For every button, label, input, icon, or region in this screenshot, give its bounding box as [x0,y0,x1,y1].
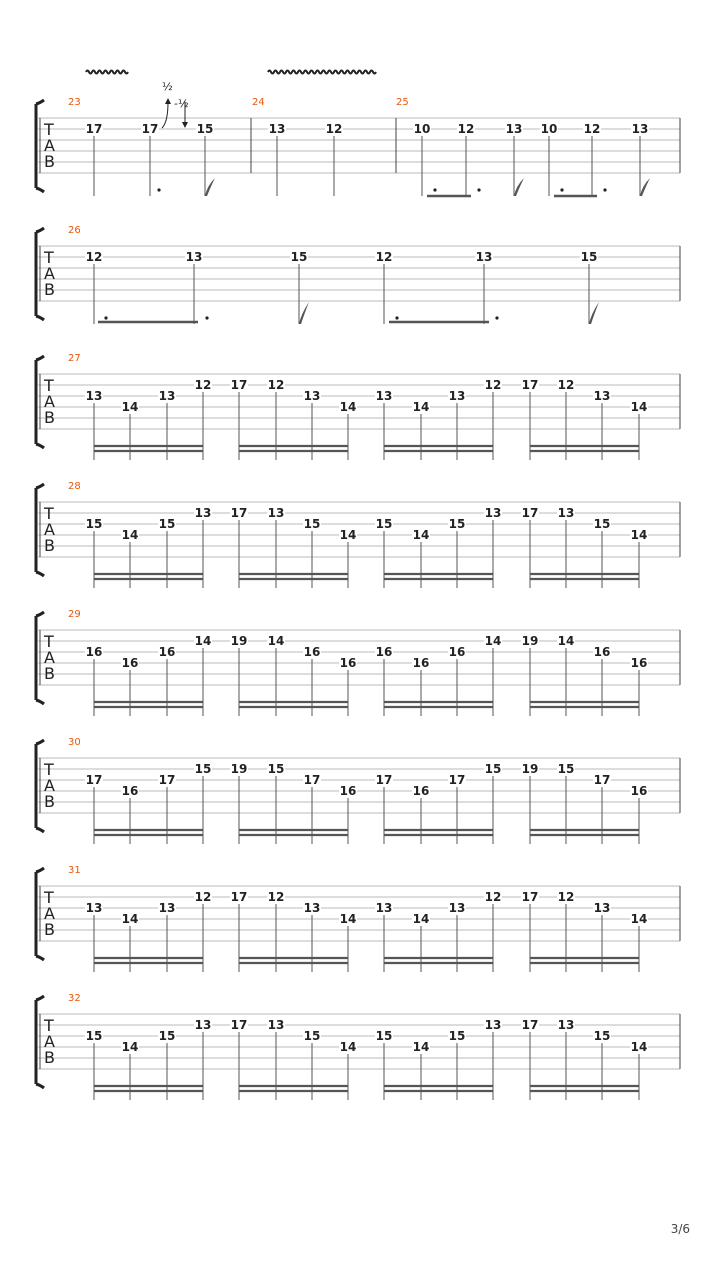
tab-clef-letter: B [44,408,55,427]
fret-number: 13 [505,122,523,136]
fret-number: 13 [185,250,203,264]
fret-number: 14 [630,1040,648,1054]
tab-system-5 [36,609,680,716]
fret-number: 14 [121,528,139,542]
fret-number: 14 [412,1040,430,1054]
fret-number: 13 [194,1018,212,1032]
fret-number: 14 [630,528,648,542]
fret-number: 12 [267,890,285,904]
page-number: 3/6 [670,1222,690,1236]
fret-number: 13 [194,506,212,520]
tab-clef-letter: T [44,1016,54,1035]
fret-number: 17 [230,1018,248,1032]
note-flag [205,178,215,196]
tab-system-6 [36,737,680,844]
fret-number: 14 [339,1040,357,1054]
fret-number: 15 [85,517,103,531]
tab-system-1 [36,97,680,196]
fret-number: 12 [85,250,103,264]
fret-number: 13 [631,122,649,136]
bend-arrowhead [165,98,171,104]
fret-number: 17 [230,506,248,520]
fret-number: 16 [85,645,103,659]
release-arrowhead [182,122,188,128]
tab-clef-letter: A [44,136,55,155]
fret-number: 13 [85,901,103,915]
tab-clef-letter: T [44,376,54,395]
fret-number: 15 [375,517,393,531]
tab-clef-letter: A [44,1032,55,1051]
rhythm-dot [157,188,160,191]
fret-number: 13 [267,506,285,520]
measure-number: 25 [396,97,409,108]
fret-number: 14 [630,912,648,926]
fret-number: 17 [375,773,393,787]
fret-number: 17 [593,773,611,787]
fret-number: 19 [521,634,539,648]
fret-number: 17 [521,378,539,392]
tab-system-7 [36,865,680,972]
tab-clef-letter: B [44,536,55,555]
measure-number: 27 [68,353,81,364]
fret-number: 14 [121,400,139,414]
fret-number: 12 [583,122,601,136]
fret-number: 10 [413,122,431,136]
fret-number: 16 [303,645,321,659]
fret-number: 16 [593,645,611,659]
fret-number: 16 [630,656,648,670]
fret-number: 14 [339,528,357,542]
tab-clef-letter: A [44,520,55,539]
fret-number: 13 [267,1018,285,1032]
fret-number: 13 [475,250,493,264]
fret-number: 16 [412,656,430,670]
fret-number: 14 [121,912,139,926]
fret-number: 16 [339,784,357,798]
tab-clef-letter: B [44,1048,55,1067]
fret-number: 12 [484,890,502,904]
fret-number: 13 [268,122,286,136]
bend-curve [162,102,168,128]
tab-clef-letter: B [44,792,55,811]
tab-clef-letter: B [44,280,55,299]
fret-number: 15 [303,1029,321,1043]
fret-number: 17 [230,378,248,392]
fret-number: 13 [303,389,321,403]
fret-number: 15 [267,762,285,776]
tab-clef-letter: T [44,248,54,267]
fret-number: 14 [194,634,212,648]
fret-number: 17 [230,890,248,904]
fret-number: 16 [412,784,430,798]
measure-number: 24 [252,97,265,108]
fret-number: 14 [121,1040,139,1054]
fret-number: 13 [158,389,176,403]
tab-clef-letter: B [44,920,55,939]
rhythm-dot [560,188,563,191]
tab-clef-letter: A [44,392,55,411]
fret-number: 17 [85,122,103,136]
rhythm-dot [495,316,498,319]
fret-number: 15 [448,1029,466,1043]
fret-number: 17 [141,122,159,136]
fret-number: 15 [158,1029,176,1043]
fret-number: 15 [580,250,598,264]
vibrato-mark [86,71,128,74]
fret-number: 19 [230,634,248,648]
fret-number: 15 [593,517,611,531]
tab-clef-letter: A [44,648,55,667]
fret-number: 13 [303,901,321,915]
fret-number: 12 [194,890,212,904]
tab-clef-letter: A [44,904,55,923]
fret-number: 16 [121,784,139,798]
measure-number: 23 [68,97,81,108]
fret-number: 13 [158,901,176,915]
fret-number: 12 [325,122,343,136]
fret-number: 17 [85,773,103,787]
rhythm-dot [477,188,480,191]
tab-clef-letter: A [44,264,55,283]
fret-number: 12 [557,890,575,904]
fret-number: 15 [557,762,575,776]
fret-number: 12 [267,378,285,392]
tab-clef-letter: T [44,760,54,779]
fret-number: 17 [158,773,176,787]
fret-number: 17 [521,506,539,520]
tab-system-2 [36,225,680,324]
fret-number: 14 [630,400,648,414]
fret-number: 17 [303,773,321,787]
fret-number: 16 [375,645,393,659]
measure-number: 31 [68,865,81,876]
fret-number: 15 [375,1029,393,1043]
fret-number: 12 [375,250,393,264]
fret-number: 13 [375,901,393,915]
fret-number: 14 [412,528,430,542]
note-flag [514,178,524,196]
note-flag [589,302,599,324]
vibrato-mark [268,71,376,74]
fret-number: 19 [521,762,539,776]
note-flag [640,178,650,196]
measure-number: 32 [68,993,81,1004]
measure-number: 30 [68,737,81,748]
tab-clef-letter: T [44,504,54,523]
tab-system-8 [36,993,680,1100]
fret-number: 16 [158,645,176,659]
tab-system-4 [36,481,680,588]
fret-number: 15 [448,517,466,531]
fret-number: 12 [457,122,475,136]
fret-number: 14 [484,634,502,648]
fret-number: 14 [267,634,285,648]
rhythm-dot [104,316,107,319]
fret-number: 15 [194,762,212,776]
fret-number: 15 [85,1029,103,1043]
fret-number: 14 [557,634,575,648]
rhythm-dot [603,188,606,191]
fret-number: 17 [521,890,539,904]
measure-number: 29 [68,609,81,620]
rhythm-dot [395,316,398,319]
tab-clef-letter: T [44,888,54,907]
note-flag [299,302,309,324]
fret-number: 14 [339,400,357,414]
tab-clef-letter: T [44,120,54,139]
fret-number: 15 [303,517,321,531]
fret-number: 16 [448,645,466,659]
fret-number: 15 [196,122,214,136]
fret-number: 12 [194,378,212,392]
fret-number: 13 [484,1018,502,1032]
fret-number: 19 [230,762,248,776]
fret-number: 16 [121,656,139,670]
fret-number: 12 [557,378,575,392]
fret-number: 16 [630,784,648,798]
fret-number: 14 [412,400,430,414]
fret-number: 13 [557,1018,575,1032]
fret-number: 12 [484,378,502,392]
tab-clef-letter: B [44,152,55,171]
fret-number: 14 [412,912,430,926]
fret-number: 13 [593,389,611,403]
fret-number: 15 [158,517,176,531]
rhythm-dot [205,316,208,319]
tab-clef-letter: T [44,632,54,651]
bend-label: ½ [162,80,173,93]
release-label: -½ [174,97,189,110]
fret-number: 17 [521,1018,539,1032]
fret-number: 15 [484,762,502,776]
fret-number: 13 [484,506,502,520]
fret-number: 15 [593,1029,611,1043]
fret-number: 13 [448,389,466,403]
fret-number: 13 [557,506,575,520]
fret-number: 13 [448,901,466,915]
fret-number: 14 [339,912,357,926]
tab-system-3 [36,353,680,460]
measure-number: 26 [68,225,81,236]
fret-number: 16 [339,656,357,670]
tab-clef-letter: A [44,776,55,795]
fret-number: 10 [540,122,558,136]
fret-number: 15 [290,250,308,264]
fret-number: 17 [448,773,466,787]
fret-number: 13 [85,389,103,403]
tab-clef-letter: B [44,664,55,683]
measure-number: 28 [68,481,81,492]
fret-number: 13 [593,901,611,915]
fret-number: 13 [375,389,393,403]
rhythm-dot [433,188,436,191]
